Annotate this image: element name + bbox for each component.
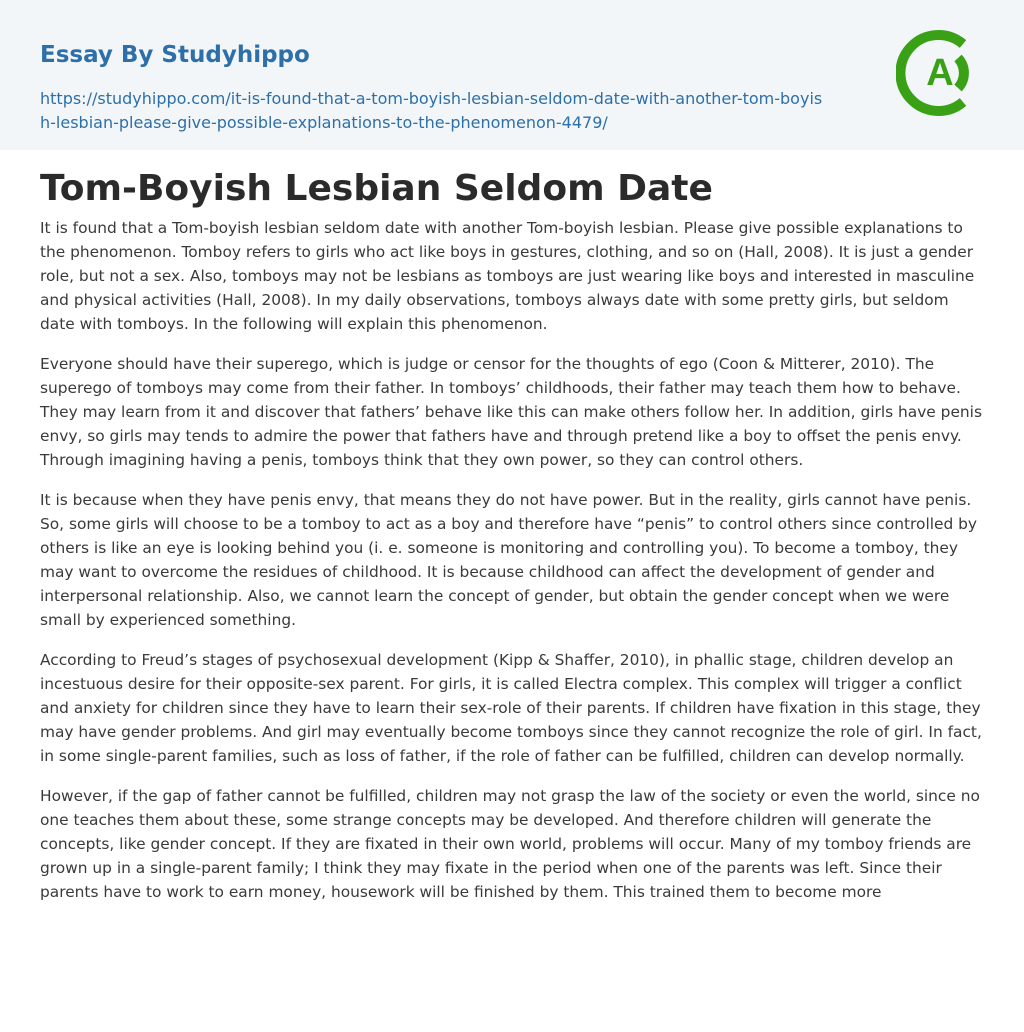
article-title: Tom-Boyish Lesbian Seldom Date <box>40 168 713 209</box>
article-paragraph: It is found that a Tom-boyish lesbian seldom date with another Tom-boyish lesbian. Please give possible explanations to the phenomenon. Tomboy refers to girls who act like boys in gestures, clothing, and so on (Hall, 2008). It is just a gender role, but not a sex. Also, tomboys may not be lesbians as tomboys are just wearing like boys and interested in masculine and physical activities (Hall, 2008). In my daily observations, tomboys always date with some pretty girls, but seldom date with tomboys. In the following will explain this phenomenon. <box>40 219 975 333</box>
studyhippo-logo-icon[interactable] <box>896 28 986 118</box>
article-paragraph: According to Freud’s stages of psychosexual development (Kipp & Shaffer, 2010), in phallic stage, children develop an incestuous desire for their opposite-sex parent. For girls, it is called Electra complex. This complex will trigger a conflict and anxiety for children since they have to learn their sex-role of their parents. If children have fixation in this stage, they may have gender problems. And girl may eventually become tomboys since they cannot recognize the role of girl. In fact, in some single-parent families, such as loss of father, if the role of father can be fulfilled, children can develop normally. <box>40 651 982 765</box>
site-brand[interactable]: Essay By Studyhippo <box>40 42 310 68</box>
article-paragraph: It is because when they have penis envy, that means they do not have power. But in the reality, girls cannot have penis. So, some girls will choose to be a tomboy to act as a boy and therefore have “penis” to control others since controlled by others is like an eye is looking behind you (i. e. someone is monitoring and controlling you). To become a tomboy, they may want to overcome the residues of childhood. It is because childhood can affect the development of gender and interpersonal relationship. Also, we cannot learn the concept of gender, but obtain the gender concept when we were small by experienced something. <box>40 491 978 629</box>
article-paragraph: Everyone should have their superego, which is judge or censor for the thoughts of ego (Coon & Mitterer, 2010). The superego of tomboys may come from their father. In tomboys’ childhoods, their father may teach them how to behave. They may learn from it and discover that fathers’ behave like this can make others follow her. In addition, girls have penis envy, so girls may tends to admire the power that fathers have and through pretend like a boy to offset the penis envy. Through imagining having a penis, tomboys think that they own power, so they can control others. <box>40 355 982 469</box>
site-header <box>0 0 1024 150</box>
article <box>0 150 1024 904</box>
logo-letter: A <box>926 52 954 94</box>
article-paragraph: However, if the gap of father cannot be fulfilled, children may not grasp the law of the society or even the world, since no one teaches them about these, some strange concepts may be developed. And therefore children will generate the concepts, like gender concept. If they are fixated in their own world, problems will occur. Many of my tomboy friends are grown up in a single-parent family; I think they may fixate in the period when one of the parents was left. Since their parents have to work to earn money, housework will be finished by them. This trained them to become more <box>40 787 980 901</box>
essay-url-link[interactable]: https://studyhippo.com/it-is-found-that-a-tom-boyish-lesbian-seldom-date-with-another-tom-boyish-lesbian-please-give-possible-explanations-to-the-phenomenon-4479/ <box>40 89 823 132</box>
